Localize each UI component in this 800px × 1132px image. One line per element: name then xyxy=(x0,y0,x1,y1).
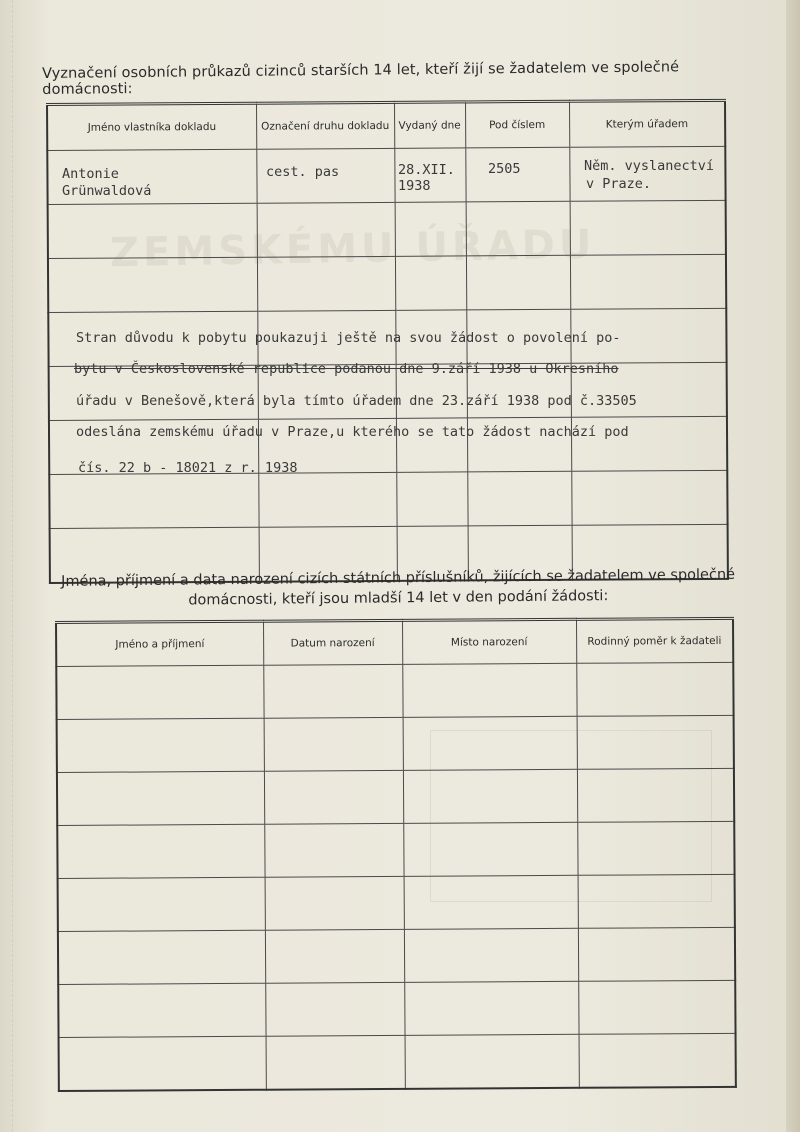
table-row xyxy=(58,927,735,984)
col-owner-name: Jméno vlastníka dokladu xyxy=(47,103,256,150)
entry-doc-number: 2505 xyxy=(488,161,521,177)
page-edge xyxy=(786,0,800,1132)
col-birth-place: Místo narození xyxy=(402,619,576,664)
table-header-row xyxy=(56,618,733,666)
table-header-row xyxy=(47,100,725,150)
col-birth-date: Datum narození xyxy=(263,620,402,665)
table-row xyxy=(57,715,734,772)
table-row xyxy=(57,821,734,878)
table-row xyxy=(58,980,735,1037)
children-table xyxy=(55,617,737,1092)
section1-heading: Vyznačení osobních průkazů cizinců starších 14 let, kteří žijí se žadatelem ve společné domácnosti: xyxy=(42,59,680,98)
table-row xyxy=(59,1033,736,1091)
entry-office-line2: v Praze. xyxy=(586,176,652,192)
section2-heading xyxy=(48,565,748,612)
col-doc-type: Označení druhu dokladu xyxy=(256,102,394,149)
note-line-3: úřadu v Benešově,která byla tímto úřadem dne 23.září 1938 pod č.33505 xyxy=(76,393,637,409)
note-line-2: bytu v Československé republice podanou dne 9.září 1938 u Okresního xyxy=(74,361,619,377)
note-line-1: Stran důvodu k pobytu poukazuji ještě na svou žádost o povolení po- xyxy=(76,330,621,346)
note-line-4: odeslána zemskému úřadu v Praze,u kterého se tato žádost nachází pod xyxy=(76,424,629,440)
col-relation: Rodinný poměr k žadateli xyxy=(576,618,733,663)
entry-name-line2: Grünwaldová xyxy=(62,183,152,199)
col-issuing-office: Kterým úřadem xyxy=(569,100,725,147)
section2-heading-line2: domácnosti, kteří jsou mladší 14 let v den podání žádosti: xyxy=(188,588,609,609)
table-row xyxy=(57,768,734,825)
bleed-through-text: ZEMSKÉMU ÚŘADU xyxy=(109,221,596,277)
entry-issued-line1: 28.XII. xyxy=(398,162,455,178)
entry-issued-line2: 1938 xyxy=(398,178,431,194)
table-row xyxy=(48,254,726,312)
table-row xyxy=(58,874,735,931)
entry-office-line1: Něm. vyslanectví xyxy=(584,158,715,174)
col-issued-date: Vydaný dne xyxy=(394,102,465,148)
table-row xyxy=(56,662,733,719)
entry-doc-type: cest. pas xyxy=(266,164,340,180)
col-full-name: Jméno a příjmení xyxy=(56,621,263,666)
col-doc-number: Pod číslem xyxy=(465,101,569,148)
section2-heading-line1: Jména, příjmení a data narození cizích státních příslušníků, žijících se žadatelem ve společné xyxy=(61,566,736,590)
entry-name-line1: Antonie xyxy=(62,166,119,182)
table-row xyxy=(49,470,727,528)
table-row xyxy=(48,200,726,258)
note-line-5: čís. 22 b - 18021 z r. 1938 xyxy=(78,460,298,476)
left-margin xyxy=(4,0,13,1132)
